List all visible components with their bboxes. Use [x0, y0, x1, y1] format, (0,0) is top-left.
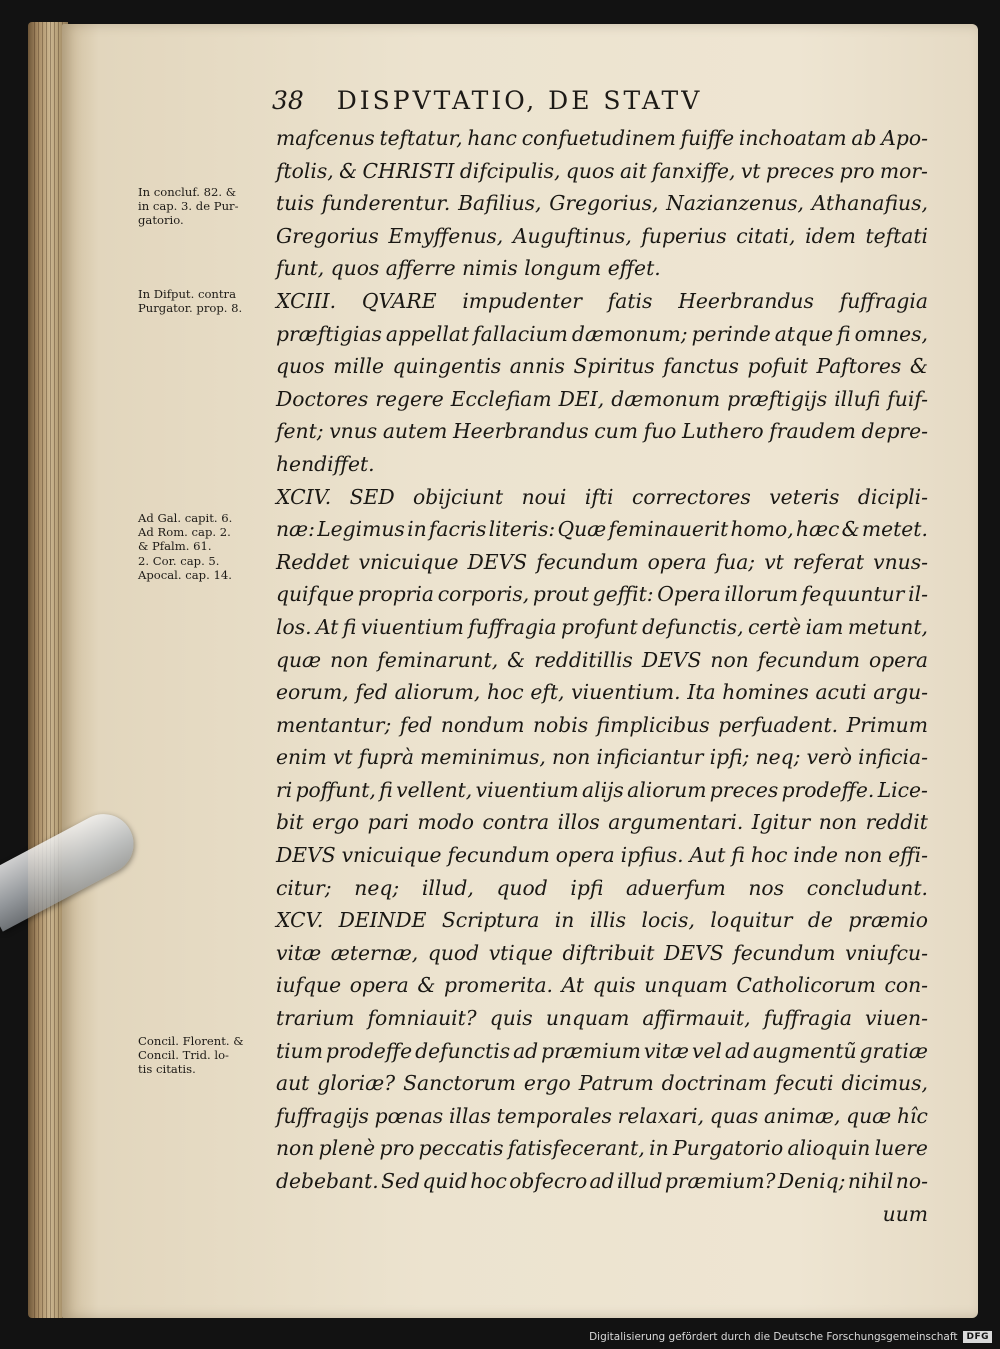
text-line: XCV. DEINDE Scriptura in illis locis, loquitur de præmio	[276, 908, 928, 933]
text-line: uum	[882, 1201, 928, 1226]
text-line: ri poffunt, fi vellent, viuentium alijs aliorum preces prodeffe. Lice-	[276, 777, 928, 802]
dfg-logo: DFG	[963, 1331, 992, 1343]
text-line: iufque opera & promerita. At quis unquam Catholicorum con-	[276, 973, 928, 998]
text-line: hendiffet.	[276, 451, 375, 476]
text-line: non plenè pro peccatis fatisfecerant, in Purgatorio alioquin luere	[276, 1136, 928, 1161]
text-line: citur; neq; illud, quod ipfi aduerfum nos concludunt.	[276, 875, 928, 900]
margin-note-line: Purgator. prop. 8.	[138, 301, 243, 316]
margin-note-line: in cap. 3. de Pur-	[138, 199, 239, 214]
text-line: tuis funderentur. Bafilius, Gregorius, Nazianzenus, Athanafius,	[276, 191, 928, 216]
margin-note-line: Ad Rom. cap. 2.	[138, 525, 231, 540]
text-line: eorum, fed aliorum, hoc eft, viuentium. Ita homines acuti argu-	[276, 680, 928, 705]
text-line: Doctores regere Ecclefiam DEI, dæmonum præftigijs illufi fuif-	[276, 386, 928, 411]
footer	[589, 1331, 992, 1343]
text-line: aut gloriæ? Sanctorum ergo Patrum doctrinam fecuti dicimus,	[276, 1071, 928, 1096]
margin-note-line: & Pfalm. 61.	[138, 539, 212, 554]
margin-note-line: In Difput. contra	[138, 287, 236, 301]
text-line: næ: Legimus in facris literis: Quæ feminauerit homo, hæc & metet.	[276, 517, 928, 542]
text-line: fuffragijs pœnas illas temporales relaxari, quas animæ, quæ hîc	[276, 1103, 928, 1128]
text-line: ftolis, & CHRISTI difcipulis, quos ait fanxiffe, vt preces pro mor-	[276, 158, 928, 183]
text-line: fent; vnus autem Heerbrandus cum fuo Luthero fraudem depre-	[276, 419, 928, 444]
text-line: XCIV. SED obijciunt noui ifti correctores veteris dicipli-	[276, 484, 928, 509]
margin-note-2	[138, 287, 270, 315]
text-line: Reddet vnicuique DEVS fecundum opera fua; vt referat vnus-	[276, 549, 928, 574]
text-line: mafcenus teftatur, hanc confuetudinem fuiffe inchoatam ab Apo-	[276, 126, 928, 150]
text-line: præftigias appellat fallacium dæmonum; perinde atque fi omnes,	[276, 321, 928, 346]
text-line: funt, quos afferre nimis longum effet.	[276, 256, 661, 281]
text-line: mentantur; fed nondum nobis fimplicibus perfuadent. Primum	[276, 712, 928, 737]
margin-note-4	[138, 1034, 270, 1077]
text-line: bit ergo pari modo contra illos argumentari. Igitur non reddit	[276, 810, 928, 835]
margin-note-line: Ad Gal. capit. 6.	[138, 511, 233, 525]
margin-note-line: tis citatis.	[138, 1062, 196, 1077]
margin-note-line: Apocal. cap. 14.	[138, 567, 232, 582]
text-line: tium prodeffe defunctis ad præmium vitæ vel ad augmentũ gratiæ	[276, 1038, 928, 1063]
digitization-credit: Digitalisierung gefördert durch die Deutsche Forschungsgemeinschaft	[589, 1331, 958, 1343]
text-line: debebant. Sed quid hoc obfecro ad illud præmium? Deniq; nihil no-	[276, 1169, 928, 1193]
running-header	[272, 86, 972, 122]
margin-note-line: In concluf. 82. &	[138, 185, 237, 199]
text-line: DEVS vnicuique fecundum opera ipfius. Aut fi hoc inde non effi-	[276, 843, 928, 868]
text-line: Gregorius Emyffenus, Auguftinus, fuperius citati, idem teftati	[276, 223, 928, 248]
margin-note-line: Concil. Trid. lo-	[138, 1048, 229, 1063]
margin-note-line: Concil. Florent. &	[138, 1034, 244, 1048]
text-line: los. At fi viuentium fuffragia profunt defunctis, certè iam metunt,	[276, 614, 928, 639]
text-line: XCIII. QVARE impudenter fatis Heerbrandus fuffragia	[276, 288, 928, 313]
body-text	[276, 122, 928, 1230]
text-line: trarium fomniauit? quis unquam affirmauit, fuffragia viuen-	[276, 1006, 928, 1031]
text-line: enim vt fuprà meminimus, non inficiantur ipfi; neq; verò inficia-	[276, 745, 928, 770]
text-line: vitæ æternæ, quod vtique diftribuit DEVS fecundum vniufcu-	[276, 940, 928, 965]
margin-note-1	[138, 185, 270, 228]
running-title: DISPVTATIO, DE STATV	[336, 86, 703, 115]
margin-note-3	[138, 511, 270, 582]
margin-note-line: gatorio.	[138, 213, 184, 228]
text-line: quifque propria corporis, prout geffit: Opera illorum fequuntur il-	[276, 582, 928, 607]
text-line: quos mille quingentis annis Spiritus fanctus pofuit Paftores &	[276, 354, 928, 379]
page-number: 38	[272, 86, 304, 115]
text-line: quæ non feminarunt, & redditillis DEVS non fecundum opera	[276, 647, 928, 672]
margin-note-line: 2. Cor. cap. 5.	[138, 553, 220, 568]
